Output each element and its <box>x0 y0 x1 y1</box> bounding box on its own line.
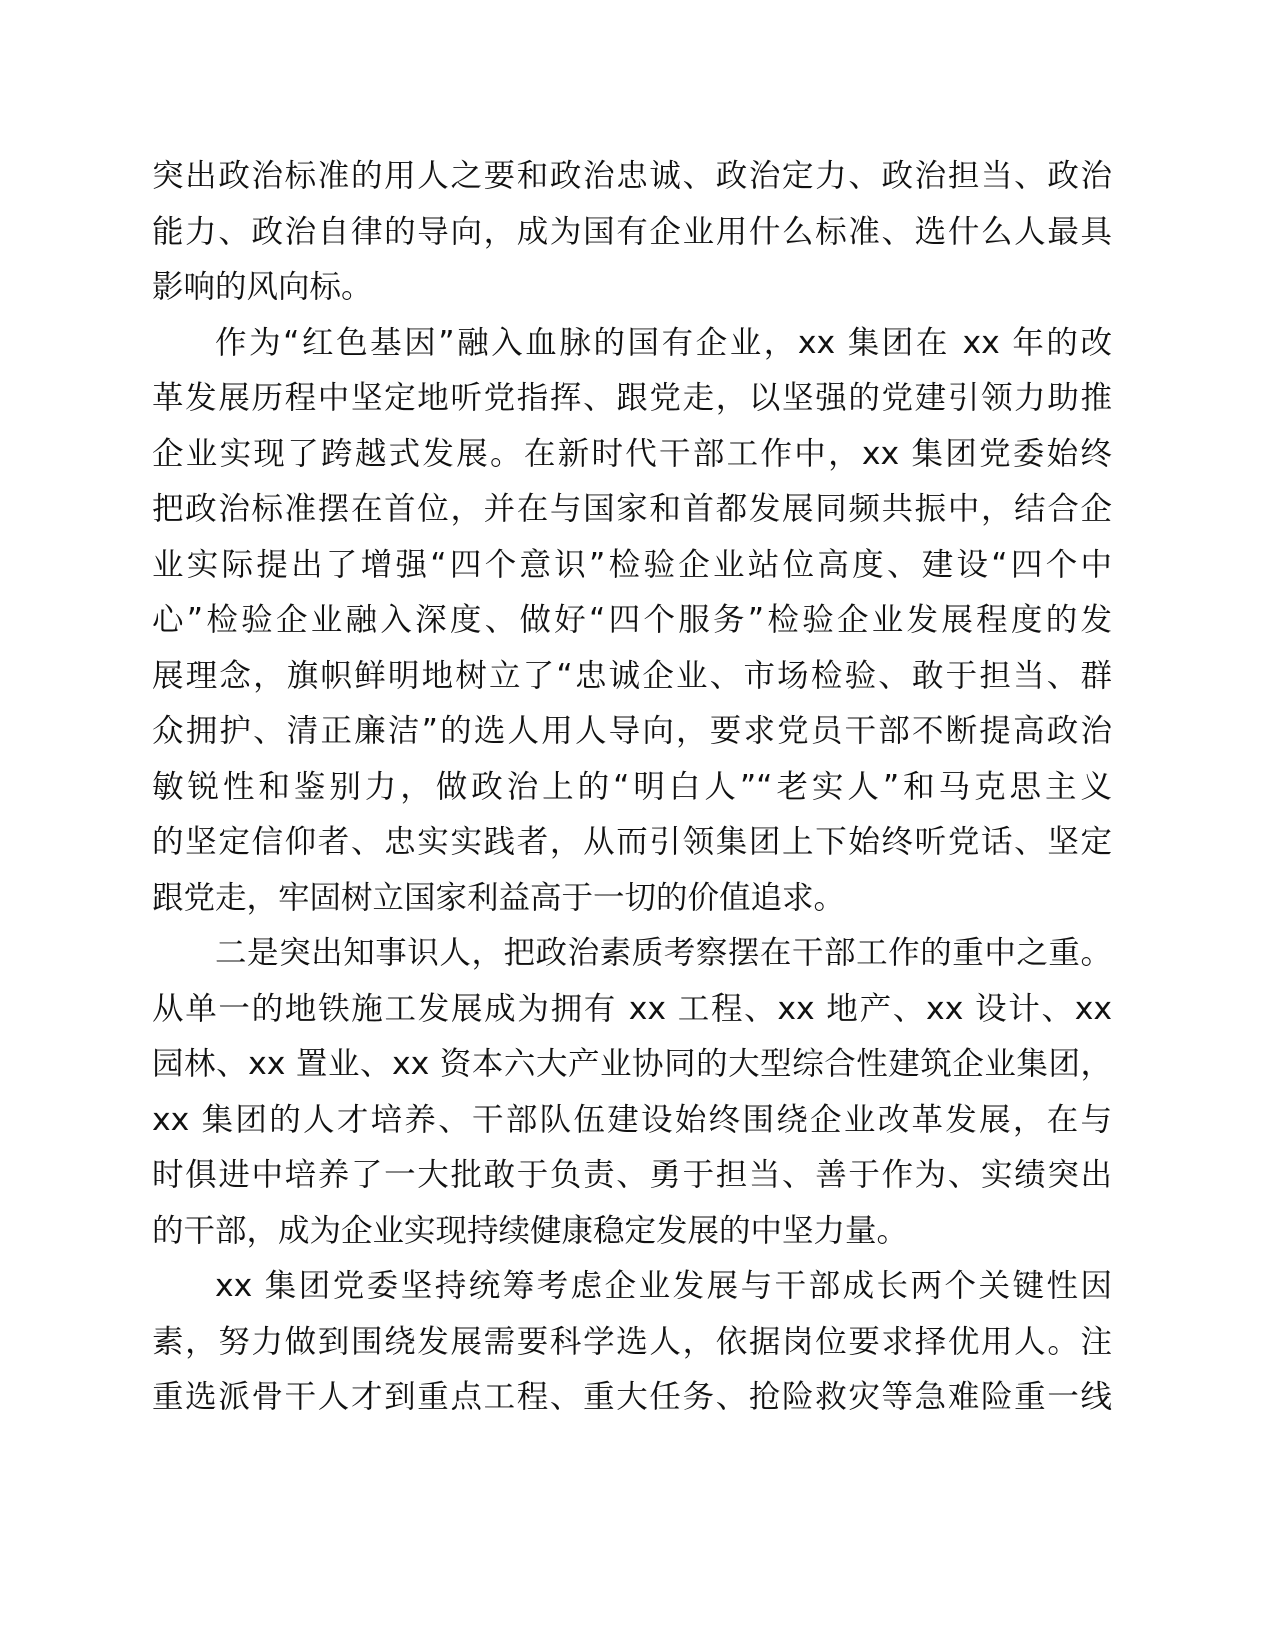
text-line: 重选派骨干人才到重点工程、重大任务、抢险救灾等急难险重一线 <box>152 1379 1112 1415</box>
text-line: 业实际提出了增强“四个意识”检验企业站位高度、建设“四个中 <box>152 546 1112 583</box>
text-line: 影响的风向标。 <box>152 269 373 305</box>
text-line: 心”检验企业融入深度、做好“四个服务”检验企业发展程度的发 <box>152 602 1112 638</box>
paragraph-first-line: xx 集团党委坚持统筹考虑企业发展与干部成长两个关键性因 <box>215 1268 1112 1304</box>
text-line: 从单一的地铁施工发展成为拥有 xx 工程、xx 地产、xx 设计、xx <box>152 990 1112 1027</box>
text-line: 把政治标准摆在首位，并在与国家和首都发展同频共振中，结合企 <box>152 491 1112 527</box>
text-line: 众拥护、清正廉洁”的选人用人导向，要求党员干部不断提高政治 <box>152 713 1112 749</box>
text-line: 展理念，旗帜鲜明地树立了“忠诚企业、市场检验、敢于担当、群 <box>152 657 1112 694</box>
text-line: 时俱进中培养了一大批敢于负责、勇于担当、善于作为、实绩突出 <box>152 1157 1112 1193</box>
text-line: 革发展历程中坚定地听党指挥、跟党走，以坚强的党建引领力助推 <box>152 380 1112 416</box>
text-line: 素，努力做到围绕发展需要科学选人，依据岗位要求择优用人。注 <box>152 1323 1112 1360</box>
paragraph-first-line: 作为“红色基因”融入血脉的国有企业，xx 集团在 xx 年的改 <box>215 324 1112 361</box>
text-line: 的干部，成为企业实现持续健康稳定发展的中坚力量。 <box>152 1212 909 1249</box>
text-line: 园林、xx 置业、xx 资本六大产业协同的大型综合性建筑企业集团， <box>152 1046 1112 1082</box>
paragraph-first-line: 二是突出知事识人，把政治素质考察摆在干部工作的重中之重。 <box>215 935 1112 971</box>
text-line: 的坚定信仰者、忠实实践者，从而引领集团上下始终听党话、坚定 <box>152 824 1112 860</box>
text-line: 突出政治标准的用人之要和政治忠诚、政治定力、政治担当、政治 <box>152 158 1112 194</box>
text-line: 跟党走，牢固树立国家利益高于一切的价值追求。 <box>152 879 846 916</box>
text-line: xx 集团的人才培养、干部队伍建设始终围绕企业改革发展，在与 <box>152 1101 1112 1138</box>
text-line: 能力、政治自律的导向，成为国有企业用什么标准、选什么人最具 <box>152 213 1112 250</box>
text-line: 敏锐性和鉴别力，做政治上的“明白人”“老实人”和马克思主义 <box>152 768 1112 805</box>
text-line: 企业实现了跨越式发展。在新时代干部工作中，xx 集团党委始终 <box>152 435 1112 472</box>
